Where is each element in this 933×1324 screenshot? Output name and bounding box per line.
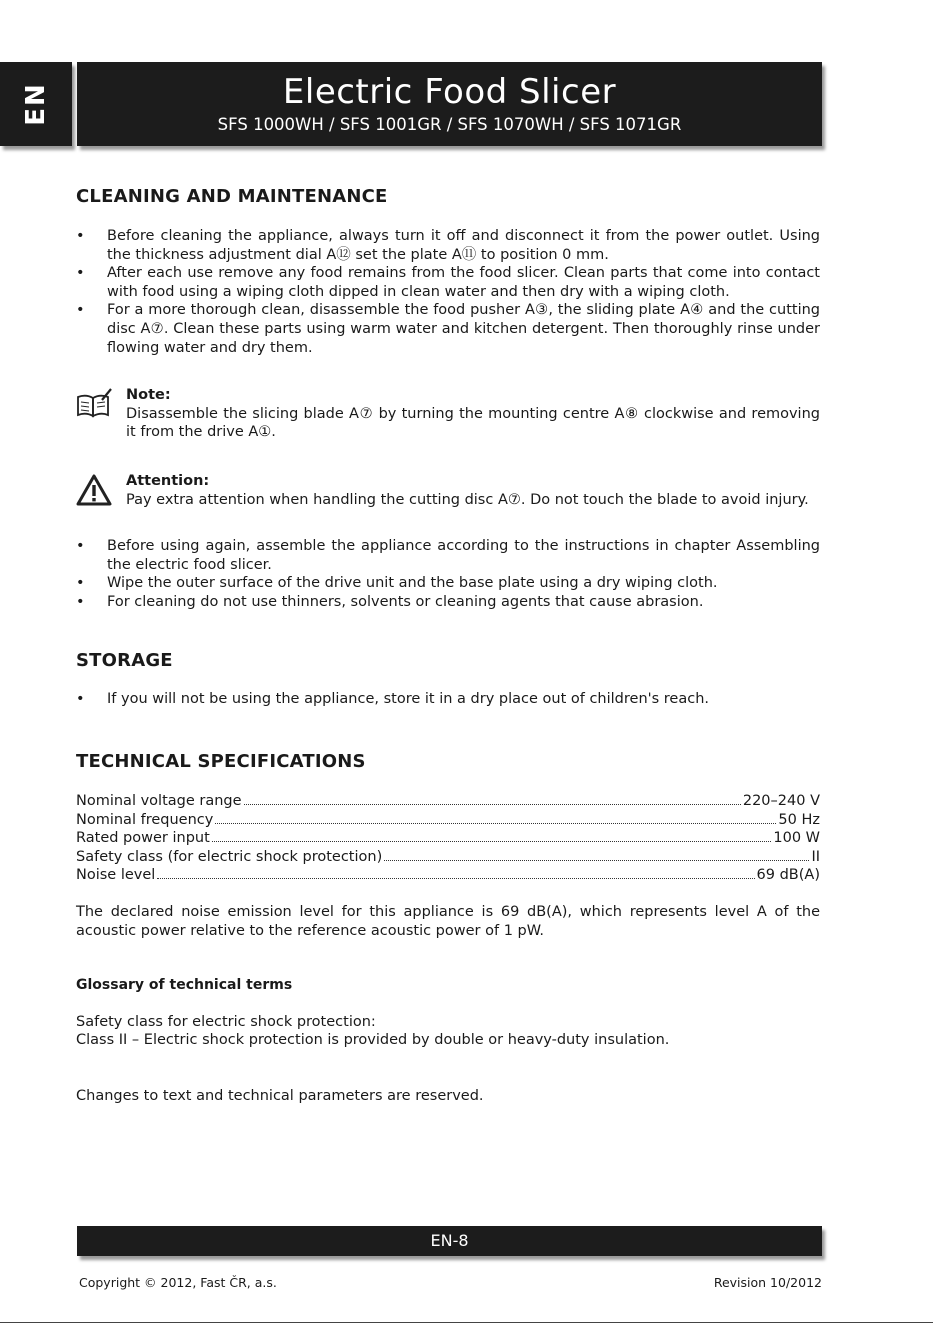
storage-heading: STORAGE xyxy=(76,649,173,671)
cleaning-heading: CLEANING AND MAINTENANCE xyxy=(76,186,388,207)
footer-bar xyxy=(77,1226,822,1256)
spec-value: 69 dB(A) xyxy=(756,867,820,884)
spec-label: Rated power input xyxy=(76,830,210,847)
spec-row xyxy=(76,866,820,885)
glossary-line-1: Safety class for electric shock protection: xyxy=(76,1013,376,1030)
list-item: • For a more thorough clean, disassemble the food pusher A③, the sliding plate A④ and the cutting disc A⑦. Clean these parts using warm water and kitchen detergent. Then thoroughly rinse under flowing water and dry them. xyxy=(76,301,820,357)
list-item: • Before using again, assemble the appliance according to the instructions in chapter Assembling the electric food slicer. xyxy=(76,537,820,574)
attention-text: Pay extra attention when handling the cutting disc A⑦. Do not touch the blade to avoid injury. xyxy=(126,491,809,508)
cleaning-list-2 xyxy=(76,537,820,611)
leader-dots xyxy=(384,860,809,861)
language-label: EN xyxy=(21,82,51,126)
model-numbers: SFS 1000WH / SFS 1001GR / SFS 1070WH / SFS 1071GR xyxy=(217,115,682,134)
title-bar xyxy=(77,62,822,146)
glossary-line-2: Class II – Electric shock protection is provided by double or heavy-duty insulation. xyxy=(76,1032,670,1049)
spec-label: Nominal voltage range xyxy=(76,793,242,810)
list-item: • Wipe the outer surface of the drive unit and the base plate using a dry wiping cloth. xyxy=(76,574,820,593)
leader-dots xyxy=(244,804,741,805)
spec-label: Safety class (for electric shock protection) xyxy=(76,848,383,865)
list-item: • After each use remove any food remains from the food slicer. Clean parts that come into contact with food using a wiping cloth dipped in clean water and then dry with a wiping cloth. xyxy=(76,264,820,301)
spec-row xyxy=(76,811,820,830)
document-title: Electric Food Slicer xyxy=(282,72,617,112)
attention-box xyxy=(76,472,820,509)
copyright: Copyright © 2012, Fast ČR, a.s. xyxy=(79,1275,277,1290)
revision: Revision 10/2012 xyxy=(713,1275,822,1290)
warning-icon xyxy=(76,474,112,506)
page-number: EN-8 xyxy=(430,1231,469,1250)
note-title: Note: xyxy=(126,387,171,404)
list-item: • If you will not be using the appliance, store it in a dry place out of children's reach. xyxy=(76,690,820,709)
spec-label: Noise level xyxy=(76,867,156,884)
spec-value: 100 W xyxy=(773,830,820,847)
spec-row xyxy=(76,848,820,867)
book-icon xyxy=(76,388,112,420)
specs-table xyxy=(76,792,820,885)
spec-value: 220–240 V xyxy=(742,793,820,810)
glossary-title: Glossary of technical terms xyxy=(76,977,293,994)
attention-title: Attention: xyxy=(126,472,210,489)
spec-label: Nominal frequency xyxy=(76,811,214,828)
page-content xyxy=(76,184,820,1106)
note-text: Disassemble the slicing blade A⑦ by turning the mounting centre A⑧ clockwise and removing it from the drive A①. xyxy=(126,405,820,441)
spec-value: II xyxy=(811,848,820,865)
note-box xyxy=(76,386,820,442)
storage-list xyxy=(76,690,820,709)
leader-dots xyxy=(157,878,754,879)
specs-heading: TECHNICAL SPECIFICATIONS xyxy=(76,751,366,773)
spec-row xyxy=(76,792,820,811)
cleaning-list xyxy=(76,227,820,357)
spec-value: 50 Hz xyxy=(778,811,820,828)
spec-row xyxy=(76,829,820,848)
leader-dots xyxy=(212,841,772,842)
bottom-divider xyxy=(0,1322,933,1323)
noise-note: The declared noise emission level for this appliance is 69 dB(A), which represents level A of the acoustic power relative to the reference acoustic power of 1 pW. xyxy=(76,904,820,939)
leader-dots xyxy=(215,823,776,824)
language-tab xyxy=(0,62,72,146)
changes-note: Changes to text and technical parameters are reserved. xyxy=(76,1088,484,1105)
list-item: • For cleaning do not use thinners, solvents or cleaning agents that cause abrasion. xyxy=(76,593,820,612)
list-item: • Before cleaning the appliance, always turn it off and disconnect it from the power outlet. Using the thickness adjustment dial A⑫ set the plate A⑪ to position 0 mm. xyxy=(76,227,820,264)
